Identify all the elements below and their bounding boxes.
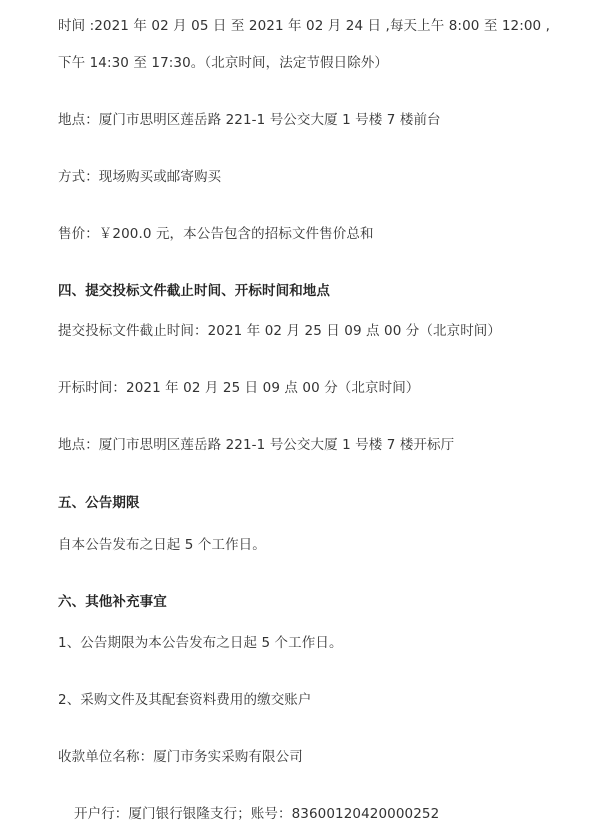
bid-opening-location-line: 地点：厦门市思明区莲岳路 221-1 号公交大厦 1 号楼 7 楼开标厅 — [58, 437, 455, 453]
bid-opening-time-line: 开标时间：2021 年 02 月 25 日 09 点 00 分（北京时间） — [58, 380, 420, 396]
announcement-period-line: 自本公告发布之日起 5 个工作日。 — [58, 537, 266, 553]
bid-deadline-line: 提交投标文件截止时间：2021 年 02 月 25 日 09 点 00 分（北京时间） — [58, 323, 501, 339]
sale-price-line: 售价：￥200.0 元，本公告包含的招标文件售价总和 — [58, 226, 374, 242]
section-6-heading: 六、其他补充事宜 — [58, 594, 167, 610]
section-5-heading: 五、公告期限 — [58, 495, 140, 511]
sale-method-line: 方式：现场购买或邮寄购买 — [58, 169, 222, 185]
payee-name-line: 收款单位名称：厦门市务实采购有限公司 — [58, 749, 303, 765]
supplement-item-1: 1、公告期限为本公告发布之日起 5 个工作日。 — [58, 635, 343, 651]
supplement-item-2: 2、采购文件及其配套资料费用的缴交账户 — [58, 692, 312, 708]
sale-time-continuation-line: 下午 14:30 至 17:30。（北京时间，法定节假日除外） — [58, 55, 389, 71]
sale-time-line: 时间 :2021 年 02 月 05 日 至 2021 年 02 月 24 日 ,每天上午 8:00 至 12:00 , — [58, 18, 551, 34]
bank-account-line: 开户行：厦门银行银隆支行；账号：83600120420000252 — [74, 806, 440, 822]
sale-location-line: 地点：厦门市思明区莲岳路 221-1 号公交大厦 1 号楼 7 楼前台 — [58, 112, 441, 128]
section-4-heading: 四、提交投标文件截止时间、开标时间和地点 — [58, 283, 330, 299]
